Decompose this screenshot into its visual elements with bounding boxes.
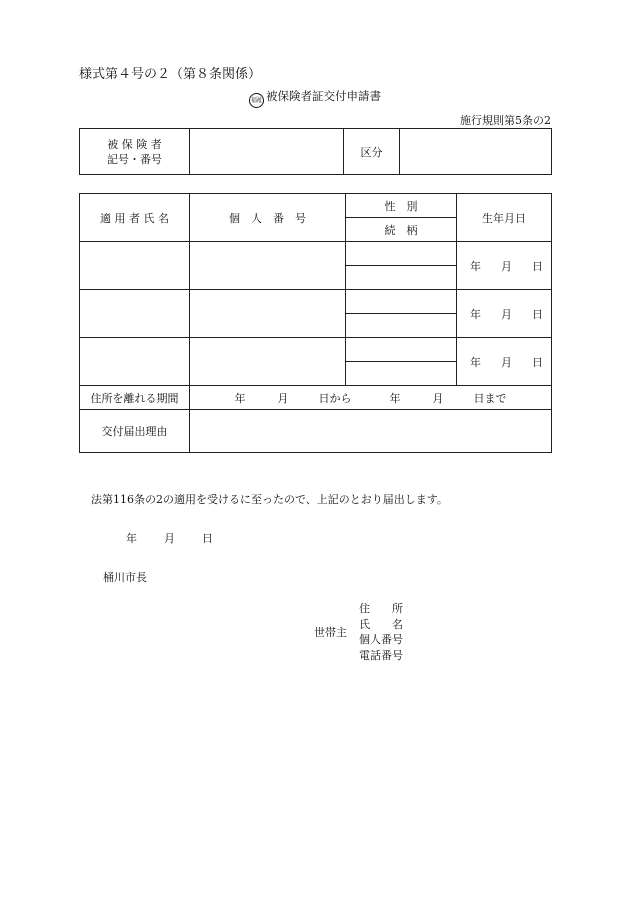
submission-date [126,530,240,546]
name-field-3[interactable] [80,338,190,386]
seal-mark: 福祉 [249,93,264,108]
period-to-month: 月 [432,391,444,405]
birth-year-2: 年 [470,307,481,321]
applicant-fields [359,601,403,663]
insured-id-label-line2: 記号・番号 [107,152,162,166]
birthdate-field-3[interactable] [457,338,552,386]
period-from-suffix: 日から [318,391,352,405]
birthdate-field-1[interactable] [457,242,552,290]
period-to-year: 年 [389,391,401,405]
birth-month-2: 月 [501,307,512,321]
birth-year-1: 年 [470,259,481,273]
period-label: 住所を離れる期間 [80,386,190,410]
name-label: 氏 名 [359,617,403,631]
applicant-table [79,193,552,453]
title-text: 被保険者証交付申請書 [266,89,381,103]
personal-number-label: 個人番号 [359,633,403,646]
col-header-gender: 性 別 [346,194,457,218]
reason-field[interactable] [190,410,552,453]
document-title [0,88,630,108]
gender-field-1[interactable] [346,242,457,266]
birth-day-1: 日 [532,259,543,273]
birth-day-2: 日 [532,307,543,321]
number-field-2[interactable] [190,290,346,338]
col-header-relation: 続 柄 [346,218,457,242]
form-number: 様式第４号の２（第８条関係） [79,67,262,82]
birth-month-1: 月 [501,259,512,273]
birth-year-3: 年 [470,355,481,369]
name-field-1[interactable] [80,242,190,290]
insured-id-label-line1: 被 保 険 者 [107,137,162,151]
relation-field-1[interactable] [346,266,457,290]
householder-label: 世帯主 [314,626,347,639]
gender-field-3[interactable] [346,338,457,362]
category-label: 区分 [344,129,400,175]
number-field-3[interactable] [190,338,346,386]
insured-id-field[interactable] [190,129,344,175]
insured-info-table [79,128,552,175]
period-from-month: 月 [277,391,289,405]
relation-field-3[interactable] [346,362,457,386]
col-header-number: 個 人 番 号 [190,194,346,242]
number-field-1[interactable] [190,242,346,290]
col-header-name: 適 用 者 氏 名 [80,194,190,242]
birthdate-field-2[interactable] [457,290,552,338]
birth-month-3: 月 [501,355,512,369]
addressee: 桶川市長 [103,571,147,584]
period-from-year: 年 [234,391,246,405]
name-field-2[interactable] [80,290,190,338]
submission-month: 月 [164,532,175,545]
address-label: 住 所 [359,602,403,615]
submission-day: 日 [202,532,213,545]
category-field[interactable] [400,129,552,175]
declaration-statement: 法第116条の2の適用を受けるに至ったので、上記のとおり届出します。 [91,493,448,506]
rule-reference: 施行規則第5条の2 [460,114,551,127]
reason-label: 交付届出理由 [80,410,190,453]
period-to-suffix: 日まで [473,391,507,405]
col-header-birthdate: 生年月日 [457,194,552,242]
period-field[interactable] [190,386,552,410]
phone-label: 電話番号 [359,648,403,662]
gender-field-2[interactable] [346,290,457,314]
birth-day-3: 日 [532,355,543,369]
submission-year: 年 [126,532,137,545]
relation-field-2[interactable] [346,314,457,338]
insured-id-label [80,129,190,175]
